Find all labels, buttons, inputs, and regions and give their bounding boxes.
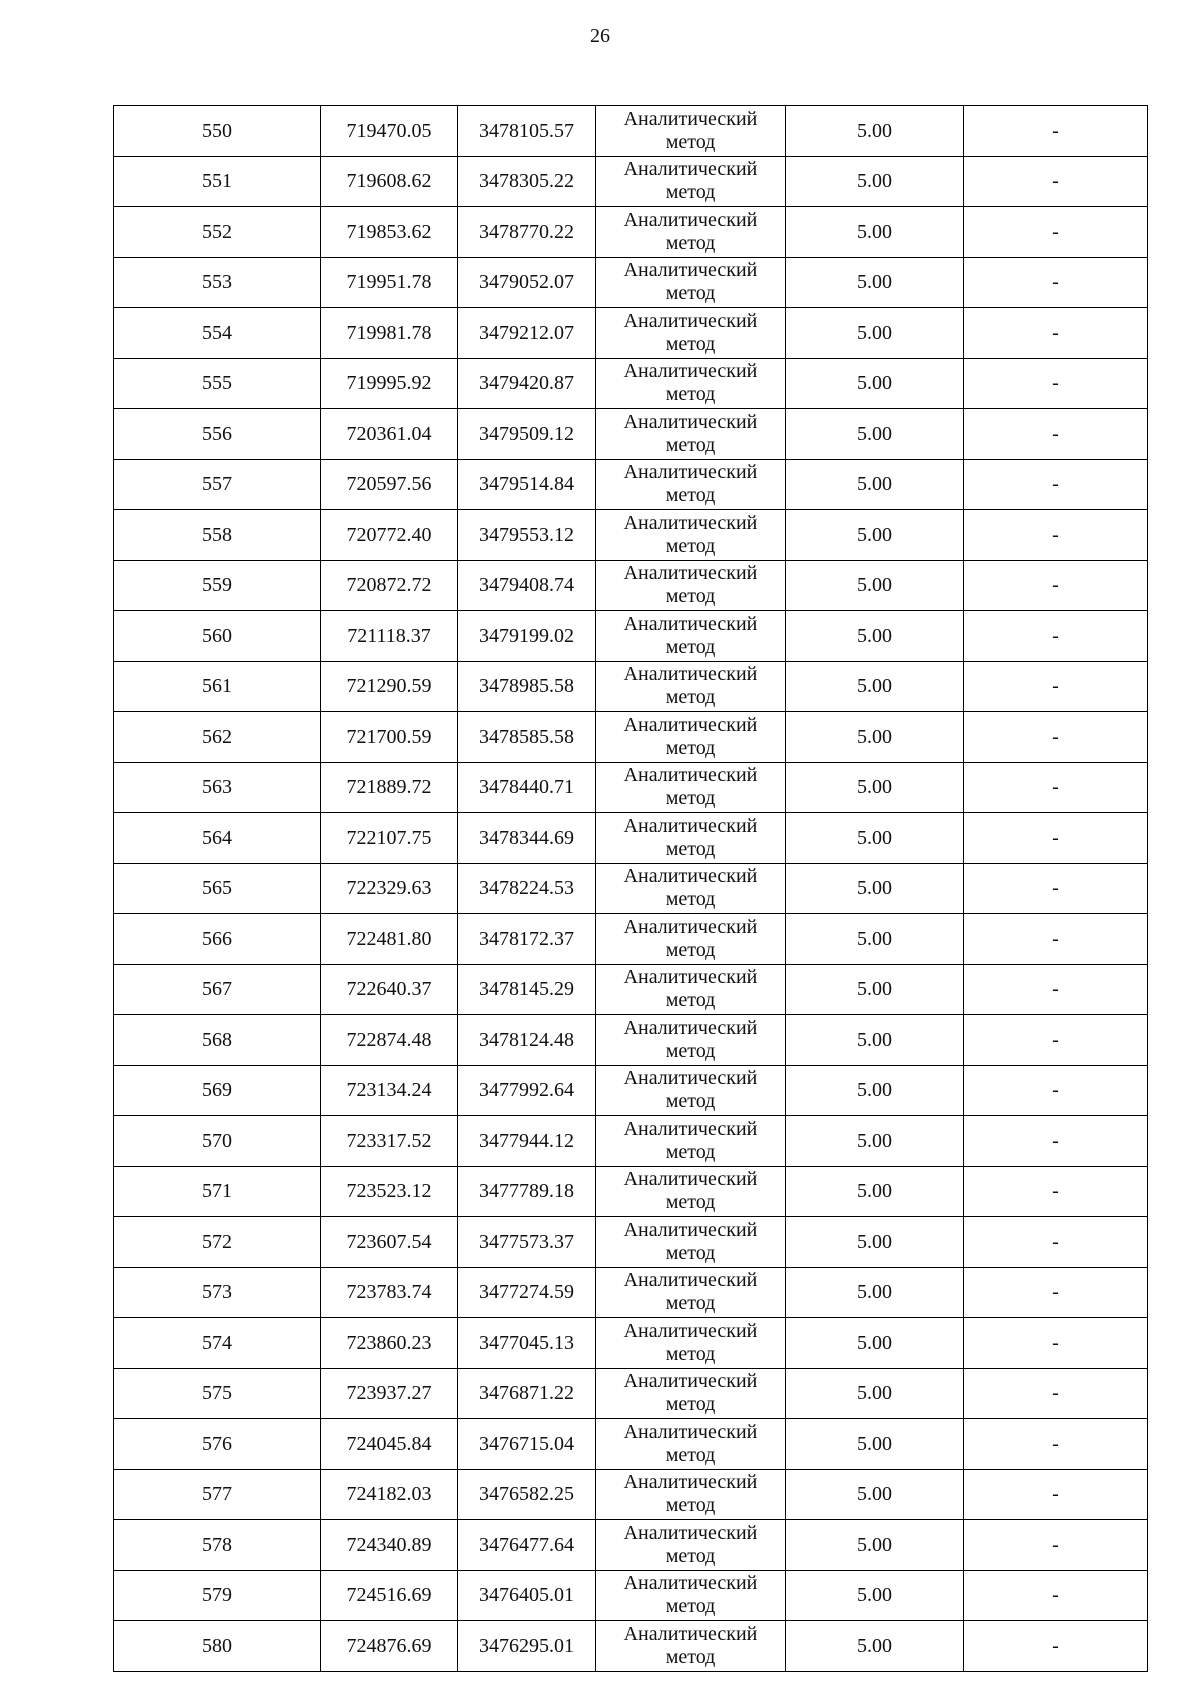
method-cell [596,1166,786,1217]
note-cell: - [964,257,1148,308]
x-coordinate-cell: 720597.56 [321,459,458,510]
method-line-1: Аналитический [623,713,758,736]
point-number-cell: 552 [114,207,321,258]
y-coordinate-cell: 3478145.29 [458,964,596,1015]
y-coordinate-cell: 3477573.37 [458,1217,596,1268]
method-line-1: Аналитический [623,1168,758,1191]
method-cell [596,106,786,157]
y-coordinate-cell: 3479553.12 [458,510,596,561]
x-coordinate-cell: 722329.63 [321,863,458,914]
note-cell: - [964,1166,1148,1217]
method-line-2: метод [665,1039,716,1062]
method-line-1: Аналитический [623,208,758,231]
y-coordinate-cell: 3478440.71 [458,762,596,813]
x-coordinate-cell: 723937.27 [321,1368,458,1419]
table-row [114,560,1148,611]
note-cell: - [964,459,1148,510]
method-line-2: метод [665,1140,716,1163]
table-row [114,1267,1148,1318]
accuracy-cell: 5.00 [786,762,964,813]
method-line-2: метод [665,1393,716,1416]
accuracy-cell: 5.00 [786,459,964,510]
y-coordinate-cell: 3478344.69 [458,813,596,864]
y-coordinate-cell: 3478124.48 [458,1015,596,1066]
accuracy-cell: 5.00 [786,560,964,611]
method-cell [596,813,786,864]
accuracy-cell: 5.00 [786,712,964,763]
table-row [114,813,1148,864]
point-number-cell: 579 [114,1570,321,1621]
method-line-1: Аналитический [623,107,758,130]
table-row [114,1368,1148,1419]
method-line-2: метод [665,332,716,355]
note-cell: - [964,1116,1148,1167]
accuracy-cell: 5.00 [786,358,964,409]
method-line-2: метод [665,1443,716,1466]
y-coordinate-cell: 3478172.37 [458,914,596,965]
y-coordinate-cell: 3477789.18 [458,1166,596,1217]
table-row [114,1217,1148,1268]
method-cell [596,560,786,611]
table-row [114,156,1148,207]
method-line-1: Аналитический [623,1521,758,1544]
y-coordinate-cell: 3479052.07 [458,257,596,308]
method-line-2: метод [665,736,716,759]
y-coordinate-cell: 3479509.12 [458,409,596,460]
method-line-1: Аналитический [623,1067,758,1090]
method-line-2: метод [665,534,716,557]
method-cell [596,1368,786,1419]
y-coordinate-cell: 3479199.02 [458,611,596,662]
y-coordinate-cell: 3477045.13 [458,1318,596,1369]
method-line-1: Аналитический [623,1572,758,1595]
method-line-1: Аналитический [623,1269,758,1292]
x-coordinate-cell: 719981.78 [321,308,458,359]
accuracy-cell: 5.00 [786,156,964,207]
method-cell [596,358,786,409]
y-coordinate-cell: 3479212.07 [458,308,596,359]
accuracy-cell: 5.00 [786,207,964,258]
table-body [114,106,1148,1672]
x-coordinate-cell: 721118.37 [321,611,458,662]
note-cell: - [964,1065,1148,1116]
method-cell [596,409,786,460]
method-cell [596,1570,786,1621]
y-coordinate-cell: 3478224.53 [458,863,596,914]
note-cell: - [964,813,1148,864]
y-coordinate-cell: 3477944.12 [458,1116,596,1167]
point-number-cell: 555 [114,358,321,409]
y-coordinate-cell: 3478770.22 [458,207,596,258]
page-number: 26 [590,25,610,47]
y-coordinate-cell: 3477274.59 [458,1267,596,1318]
point-number-cell: 556 [114,409,321,460]
accuracy-cell: 5.00 [786,257,964,308]
x-coordinate-cell: 721889.72 [321,762,458,813]
method-line-2: метод [665,484,716,507]
method-line-2: метод [665,837,716,860]
point-number-cell: 568 [114,1015,321,1066]
x-coordinate-cell: 724876.69 [321,1621,458,1672]
x-coordinate-cell: 723860.23 [321,1318,458,1369]
x-coordinate-cell: 724045.84 [321,1419,458,1470]
method-cell [596,257,786,308]
point-number-cell: 578 [114,1520,321,1571]
y-coordinate-cell: 3478985.58 [458,661,596,712]
method-line-1: Аналитический [623,764,758,787]
note-cell: - [964,964,1148,1015]
method-cell [596,1318,786,1369]
x-coordinate-cell: 720361.04 [321,409,458,460]
point-number-cell: 562 [114,712,321,763]
point-number-cell: 554 [114,308,321,359]
table-row [114,762,1148,813]
y-coordinate-cell: 3476405.01 [458,1570,596,1621]
method-line-1: Аналитический [623,966,758,989]
note-cell: - [964,1419,1148,1470]
accuracy-cell: 5.00 [786,1015,964,1066]
method-cell [596,308,786,359]
accuracy-cell: 5.00 [786,106,964,157]
method-line-1: Аналитический [623,1117,758,1140]
point-number-cell: 558 [114,510,321,561]
method-cell [596,459,786,510]
method-line-2: метод [665,1191,716,1214]
note-cell: - [964,1015,1148,1066]
method-line-1: Аналитический [623,461,758,484]
accuracy-cell: 5.00 [786,863,964,914]
method-line-2: метод [665,130,716,153]
x-coordinate-cell: 721290.59 [321,661,458,712]
accuracy-cell: 5.00 [786,1116,964,1167]
x-coordinate-cell: 724340.89 [321,1520,458,1571]
method-line-2: метод [665,585,716,608]
method-line-2: метод [665,1342,716,1365]
point-number-cell: 575 [114,1368,321,1419]
note-cell: - [964,661,1148,712]
method-line-2: метод [665,888,716,911]
y-coordinate-cell: 3479408.74 [458,560,596,611]
method-cell [596,207,786,258]
point-number-cell: 553 [114,257,321,308]
method-cell [596,661,786,712]
point-number-cell: 551 [114,156,321,207]
table-row [114,1469,1148,1520]
point-number-cell: 565 [114,863,321,914]
method-line-1: Аналитический [623,1420,758,1443]
y-coordinate-cell: 3476295.01 [458,1621,596,1672]
method-line-1: Аналитический [623,1471,758,1494]
method-line-1: Аналитический [623,1016,758,1039]
method-cell [596,510,786,561]
point-number-cell: 561 [114,661,321,712]
point-number-cell: 574 [114,1318,321,1369]
method-line-2: метод [665,635,716,658]
note-cell: - [964,510,1148,561]
x-coordinate-cell: 719470.05 [321,106,458,157]
table-row [114,1065,1148,1116]
method-cell [596,1217,786,1268]
point-number-cell: 572 [114,1217,321,1268]
method-cell [596,1469,786,1520]
point-number-cell: 564 [114,813,321,864]
method-line-2: метод [665,1090,716,1113]
method-cell [596,1065,786,1116]
point-number-cell: 570 [114,1116,321,1167]
accuracy-cell: 5.00 [786,611,964,662]
x-coordinate-cell: 719853.62 [321,207,458,258]
accuracy-cell: 5.00 [786,1217,964,1268]
accuracy-cell: 5.00 [786,661,964,712]
table-row [114,207,1148,258]
method-line-1: Аналитический [623,1319,758,1342]
table-row [114,1419,1148,1470]
method-line-2: метод [665,433,716,456]
method-line-2: метод [665,1645,716,1668]
method-line-1: Аналитический [623,309,758,332]
point-number-cell: 569 [114,1065,321,1116]
note-cell: - [964,914,1148,965]
method-line-1: Аналитический [623,360,758,383]
x-coordinate-cell: 724516.69 [321,1570,458,1621]
y-coordinate-cell: 3478585.58 [458,712,596,763]
point-number-cell: 580 [114,1621,321,1672]
x-coordinate-cell: 720872.72 [321,560,458,611]
method-line-1: Аналитический [623,663,758,686]
method-line-2: метод [665,231,716,254]
method-line-2: метод [665,1595,716,1618]
x-coordinate-cell: 721700.59 [321,712,458,763]
table-row [114,106,1148,157]
accuracy-cell: 5.00 [786,1520,964,1571]
table-row [114,358,1148,409]
note-cell: - [964,1570,1148,1621]
x-coordinate-cell: 719608.62 [321,156,458,207]
accuracy-cell: 5.00 [786,1368,964,1419]
method-cell [596,1419,786,1470]
accuracy-cell: 5.00 [786,1621,964,1672]
method-line-1: Аналитический [623,259,758,282]
method-line-2: метод [665,383,716,406]
table-row [114,914,1148,965]
note-cell: - [964,863,1148,914]
point-number-cell: 576 [114,1419,321,1470]
table-row [114,459,1148,510]
y-coordinate-cell: 3477992.64 [458,1065,596,1116]
accuracy-cell: 5.00 [786,1065,964,1116]
method-line-2: метод [665,1292,716,1315]
method-line-2: метод [665,1544,716,1567]
method-line-1: Аналитический [623,865,758,888]
x-coordinate-cell: 723134.24 [321,1065,458,1116]
method-line-1: Аналитический [623,511,758,534]
note-cell: - [964,106,1148,157]
accuracy-cell: 5.00 [786,813,964,864]
table-row [114,1520,1148,1571]
table-row [114,1116,1148,1167]
table-row [114,661,1148,712]
method-line-1: Аналитический [623,915,758,938]
x-coordinate-cell: 722107.75 [321,813,458,864]
coordinates-table [113,105,1148,1672]
method-line-1: Аналитический [623,1218,758,1241]
method-line-2: метод [665,181,716,204]
x-coordinate-cell: 724182.03 [321,1469,458,1520]
table-row [114,1621,1148,1672]
method-cell [596,914,786,965]
x-coordinate-cell: 723523.12 [321,1166,458,1217]
y-coordinate-cell: 3478305.22 [458,156,596,207]
x-coordinate-cell: 723607.54 [321,1217,458,1268]
method-line-1: Аналитический [623,562,758,585]
accuracy-cell: 5.00 [786,1469,964,1520]
x-coordinate-cell: 720772.40 [321,510,458,561]
table-row [114,1015,1148,1066]
note-cell: - [964,1217,1148,1268]
table-row [114,1318,1148,1369]
point-number-cell: 557 [114,459,321,510]
table-row [114,510,1148,561]
point-number-cell: 573 [114,1267,321,1318]
table-row [114,964,1148,1015]
method-cell [596,762,786,813]
x-coordinate-cell: 722874.48 [321,1015,458,1066]
method-line-1: Аналитический [623,1622,758,1645]
point-number-cell: 567 [114,964,321,1015]
method-cell [596,611,786,662]
method-cell [596,1621,786,1672]
point-number-cell: 550 [114,106,321,157]
method-line-2: метод [665,282,716,305]
method-cell [596,1116,786,1167]
note-cell: - [964,1267,1148,1318]
note-cell: - [964,1520,1148,1571]
x-coordinate-cell: 722481.80 [321,914,458,965]
x-coordinate-cell: 719951.78 [321,257,458,308]
note-cell: - [964,712,1148,763]
note-cell: - [964,156,1148,207]
x-coordinate-cell: 723783.74 [321,1267,458,1318]
accuracy-cell: 5.00 [786,1166,964,1217]
y-coordinate-cell: 3476477.64 [458,1520,596,1571]
method-line-1: Аналитический [623,1370,758,1393]
x-coordinate-cell: 719995.92 [321,358,458,409]
method-line-1: Аналитический [623,612,758,635]
note-cell: - [964,1318,1148,1369]
point-number-cell: 560 [114,611,321,662]
table-row [114,409,1148,460]
method-line-2: метод [665,1494,716,1517]
y-coordinate-cell: 3476871.22 [458,1368,596,1419]
method-line-2: метод [665,686,716,709]
y-coordinate-cell: 3479514.84 [458,459,596,510]
point-number-cell: 566 [114,914,321,965]
table-row [114,611,1148,662]
note-cell: - [964,308,1148,359]
y-coordinate-cell: 3476582.25 [458,1469,596,1520]
y-coordinate-cell: 3478105.57 [458,106,596,157]
table-row [114,1166,1148,1217]
accuracy-cell: 5.00 [786,1318,964,1369]
note-cell: - [964,358,1148,409]
y-coordinate-cell: 3479420.87 [458,358,596,409]
table-row [114,712,1148,763]
point-number-cell: 563 [114,762,321,813]
y-coordinate-cell: 3476715.04 [458,1419,596,1470]
method-line-2: метод [665,787,716,810]
point-number-cell: 559 [114,560,321,611]
note-cell: - [964,409,1148,460]
method-cell [596,1015,786,1066]
table-row [114,257,1148,308]
method-line-1: Аналитический [623,158,758,181]
note-cell: - [964,611,1148,662]
accuracy-cell: 5.00 [786,964,964,1015]
method-line-2: метод [665,1241,716,1264]
accuracy-cell: 5.00 [786,409,964,460]
table-row [114,1570,1148,1621]
method-cell [596,1267,786,1318]
note-cell: - [964,560,1148,611]
table-row [114,863,1148,914]
x-coordinate-cell: 722640.37 [321,964,458,1015]
accuracy-cell: 5.00 [786,914,964,965]
note-cell: - [964,1621,1148,1672]
note-cell: - [964,762,1148,813]
note-cell: - [964,1469,1148,1520]
method-line-1: Аналитический [623,814,758,837]
x-coordinate-cell: 723317.52 [321,1116,458,1167]
table-row [114,308,1148,359]
method-cell [596,863,786,914]
method-cell [596,1520,786,1571]
method-cell [596,712,786,763]
method-line-2: метод [665,938,716,961]
method-line-1: Аналитический [623,410,758,433]
accuracy-cell: 5.00 [786,1267,964,1318]
method-cell [596,156,786,207]
note-cell: - [964,1368,1148,1419]
accuracy-cell: 5.00 [786,510,964,561]
accuracy-cell: 5.00 [786,1419,964,1470]
method-line-2: метод [665,989,716,1012]
point-number-cell: 571 [114,1166,321,1217]
note-cell: - [964,207,1148,258]
accuracy-cell: 5.00 [786,1570,964,1621]
accuracy-cell: 5.00 [786,308,964,359]
point-number-cell: 577 [114,1469,321,1520]
method-cell [596,964,786,1015]
